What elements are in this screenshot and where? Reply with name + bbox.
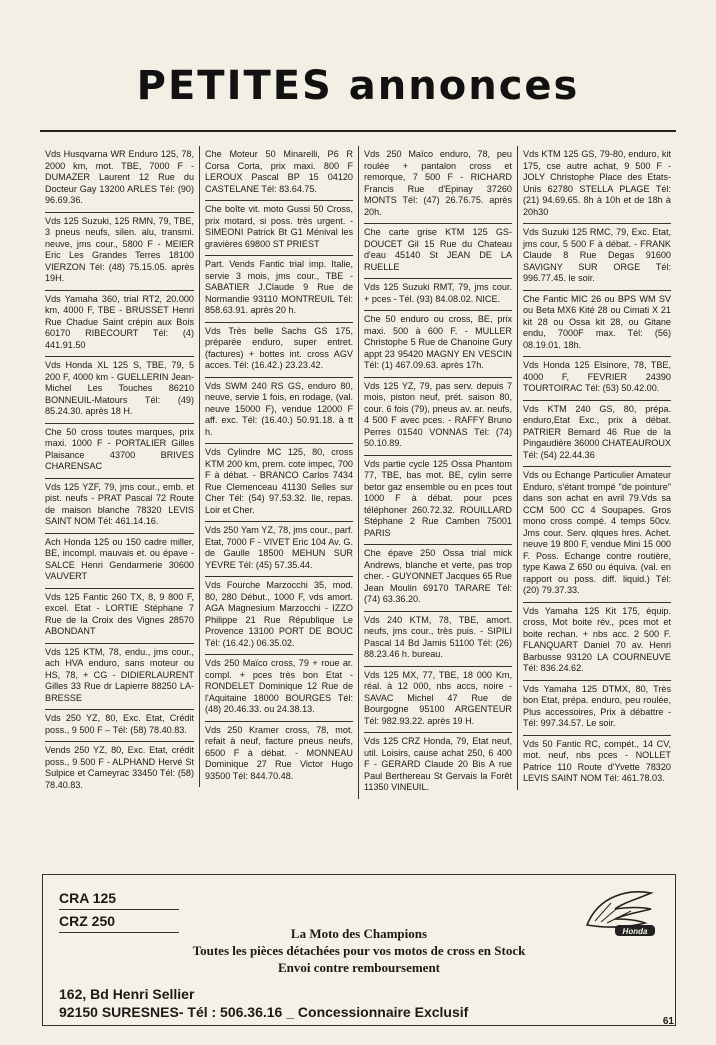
ads-column-4 bbox=[517, 146, 676, 790]
classified-ad: Vds 125 KTM, 78, endu., jms cour., ach HVA enduro, sans moteur ou HS, 78, + CG - DIDIERLAURENT Gilles 33 Rue dr Lapierre 88250 LA-BRESSE bbox=[45, 644, 194, 711]
classified-ad: Vds 125 Fantic 260 TX, 8, 9 800 F, excel. Etat - LORTIE Stéphane 7 Rue de la Croix des Vignes 28570 ABONDANT bbox=[45, 589, 194, 644]
classified-ad: Vds partie cycle 125 Ossa Phantom 77, TBE, bas mot. BE, cylin serre betor gaz ensemble ou en pces tout 1000 F à débat. pour pces téléphoner 260.72.32. ROUILLARD Stéphane 2 Rue Camben 75001 PARIS bbox=[364, 456, 512, 546]
classified-ad: Vds 125 YZF, 79, jms cour., emb. et pist. neufs - PRAT Pascal 72 Route de maison blanche 78320 LEVIS SAINT NOM Tél: 461.14.16. bbox=[45, 479, 194, 534]
banner-slogan bbox=[43, 925, 675, 976]
classified-ad: Vds Yamaha 125 DTMX, 80, Très bon Etat, prépa. enduro, peu roulée, Plus accessoires, Prix à débattre - Tél: 997.34.57. Le soir. bbox=[523, 681, 671, 736]
classified-ad: Vds ou Echange Particulier Amateur Enduro, s'étant trompé "de pointure" dans son achat en avril 79.Vds sa CCM 500 CC 4 Soupapes. Gros mono cross compé. 4 temps 50cv. Jms cour. Serv. qlques hres. Achet. neuve 19 800 F, vendue Mini 15 000 F. Poss. Echange contre routière, type Kawa Z 650 ou équiva. (val. en rapport ou poss. diff. liquid.) Tél: (20) 79.37.33. bbox=[523, 467, 671, 603]
title-divider bbox=[40, 130, 676, 132]
classified-ad: Vds 240 KTM, 78, TBE, amort. neufs, jms cour., très puis. - SIPILI Pascal 14 Bd Jamis 51100 Tél: (26) 88.23.46 h. bureau. bbox=[364, 612, 512, 667]
classified-ad: Che 50 enduro ou cross, BE, prix maxi. 500 à 600 F. - MULLER Christophe 5 Rue de Chanoine Gury appt 23 95420 MAGNY EN VESCIN Tél: (1) 467.09.63. après 17h. bbox=[364, 311, 512, 378]
classified-ad: Vds Suzuki 125 RMC, 79, Exc. Etat, jms cour, 5 500 F à débat. - FRANK Claude 8 Rue Degas 91600 SAVIGNY SUR ORGE Tél: 996.77.45. le soir. bbox=[523, 224, 671, 291]
banner-slogan-2: Toutes les pièces détachées pour vos motos de cross en Stock bbox=[192, 943, 526, 958]
ads-column-1 bbox=[40, 146, 199, 796]
banner-address bbox=[59, 985, 468, 1021]
banner-model-1: CRA 125 bbox=[59, 887, 179, 910]
classified-ad: Vds 250 Kramer cross, 78, mot. refait à neuf, facture pneus neufs, 6500 F à débat. - MONNEAU Dominique 27 Rue Victor Hugo 93500 Tél: 844.70.48. bbox=[205, 724, 353, 781]
classified-ad: Vds SWM 240 RS GS, enduro 80, neuve, servie 1 fois, en rodage, (val. neuve 15000 F), vendue 12000 F aff. exc. Tél: (16.40.) 50.91.18. à tt h. bbox=[205, 378, 353, 445]
classified-ad: Vds 125 MX, 77, TBE, 18 000 Km, réal. à 12 000, nbs accs, noire - SAVAC Michel 47 Rue de Bourgogne 95100 ARGENTEUR Tél: 982.93.22. après 19 H. bbox=[364, 667, 512, 734]
classified-ad: Che Moteur 50 Minarelli, P6 R Corsa Corta, prix maxi. 800 F LEROUX Pascal BP 15 04120 CASTELANE Tél: 83.64.75. bbox=[205, 146, 353, 201]
classified-ad: Vds Très belle Sachs GS 175, préparée enduro, super entret. (factures) + bottes int. cross AGV acces. Tél: (16.42.) 23.23.42. bbox=[205, 323, 353, 378]
classified-ad: Che boîte vit. moto Gussi 50 Cross, prix motard, si poss. très urgent. - SIMEONI Patrick Bt G1 Ménival les gravières 69800 ST PRIEST bbox=[205, 201, 353, 256]
classified-ad: Vds Fourche Marzocchi 35, mod. 80, 280 Début., 1000 F, vds amort. AGA Magnesium Marzocchi - IZZO Philippe 21 Rue République Le Provence 13100 PORT DE BOUC Tél: (16.42.) 06.35.02. bbox=[205, 577, 353, 655]
banner-city-phone: 92150 SURESNES- Tél : 506.36.16 _ Concessionnaire Exclusif bbox=[59, 1004, 469, 1020]
classified-ad: Vends 250 YZ, 80, Exc. Etat, crédit poss., 9 500 F - ALPHAND Hervé St Sulpice et Cameyrac 33450 Tél: (58) 78.40.83. bbox=[45, 745, 194, 790]
classified-ad: Vds Honda XL 125 S, TBE, 79, 5 200 F, 4000 km - GUELLERIN Jean-Michel Les Touches 86210 BONNEUIL-Matours Tél: (49) 85.24.30. après 18 H. bbox=[45, 357, 194, 424]
page-number: 61 bbox=[662, 1016, 674, 1027]
page-title: PETITES annonces bbox=[136, 63, 580, 109]
classified-ad: Vds 250 Yam YZ, 78, jms cour., parf. Etat, 7000 F - VIVET Eric 104 Av. G. de Gaulle 18500 MEHUN SUR YEVRE Tél: (45) 57.35.44. bbox=[205, 522, 353, 577]
classified-ad: Vds 250 YZ, 80, Exc. Etat, Crédit poss., 9 500 F – Tél: (58) 78.40.83. bbox=[45, 710, 194, 742]
classified-ad: Vds Honda 125 Elsinore, 78, TBE, 4000 F, FEVRIER 24390 TOURTOIRAC Tél: (53) 50.42.00. bbox=[523, 357, 671, 401]
dealer-banner bbox=[42, 874, 676, 1026]
classified-ad: Vds 125 CRZ Honda, 79, Etat neuf, util. Loisirs, cause achat 250, 6 400 F - GERARD Claude 20 Bis A rue Paul Berthereau St Gervais la Forêt 11350 VINEUIL. bbox=[364, 736, 512, 792]
classified-ad: Che 50 cross toutes marques, prix maxi. 1000 F - PORTALIER Gilles Plaisance 43700 BRIVES CHARENSAC bbox=[45, 424, 194, 479]
ads-column-2 bbox=[199, 146, 358, 787]
classified-ad: Vds 125 Suzuki RMT, 79, jms cour. + pces - Tél. (93) 84.08.02. NICE. bbox=[364, 279, 512, 311]
classified-ad: Che épave 250 Ossa trial mick Andrews, blanche et verte, pas trop cher. - GUYONNET Jacques 65 Rue Jean Moulin 69170 TARARE Tél: (74) 63.36.20. bbox=[364, 545, 512, 612]
banner-street: 162, Bd Henri Sellier bbox=[59, 986, 195, 1002]
classified-ad: Vds Yamaha 125 Kit 175, équip. cross, Mot boite rév., pces mot et boite rechan. + nbs acc. 2 500 F. FLANQUART Daniel 70 av. Henri Barbusse 93120 LA COURNEUVE Tél: 836.24.62. bbox=[523, 603, 671, 681]
banner-slogan-1: La Moto des Champions bbox=[290, 926, 428, 941]
classified-ad: Vds 50 Fantic RC, compét., 14 CV, mot. neuf, nbs pces - NOLLET Patrice 110 Route d'Yvette 78320 LEVIS SAINT NOM Tél: 461.78.03. bbox=[523, 738, 671, 783]
classified-ad: Che carte grise KTM 125 GS-DOUCET Gil 15 Rue du Chateau d'eau 45140 St JEAN DE LA RUELLE bbox=[364, 224, 512, 279]
classified-ad: Vds 250 Maïco enduro, 78, peu roulée + pantalon cross et remorque, 7 500 F - RICHARD Francis Rue d'Epinay 37260 MONTS Tél: (47) 26.76.75. après 20h. bbox=[364, 146, 512, 224]
classified-ad: Vds Cylindre MC 125, 80, cross KTM 200 km, prem. cote impec, 700 F à débat. - BRANCO Carlos 7434 Rue Clemenceau 41130 Selles sur Cher Tél: (54) 97.53.32. Ile, repas. Loir et Cher. bbox=[205, 444, 353, 522]
classified-ad: Vds 125 Suzuki, 125 RMN, 79, TBE, 3 pneus neufs, silen. alu, transmi. neuve, jms cour., 5800 F - MEIER Eric Les Grandes Terres 18100 VIERZON Tél: (48) 75.15.05. après 19H. bbox=[45, 213, 194, 291]
classified-ad: Vds KTM 125 GS, 79-80, enduro, kit 175, cse autre achat, 9 500 F - JOLY Christophe Place des Etats-Unis 62780 STELLA PLAGE Tél: (21) 94.69.65. 8h à 10h et de 18h à 20h30 bbox=[523, 146, 671, 224]
classified-ad: Vds KTM 240 GS, 80, prépa. enduro,Etat Exc., prix à débat. PATRIER Bernard 46 Rue de la Pingaudière 36000 CHATEAUROUX Tél: (54) 22.44.36 bbox=[523, 401, 671, 468]
classified-ad: Vds Yamaha 360, trial RT2, 20.000 km, 4000 F, TBE - BRUSSET Henri Rue Chadue Saint crépin aux Bois 60170 RIBECOURT Tél: (4) 441.91.50 bbox=[45, 291, 194, 358]
banner-model-2: CRZ 250 bbox=[59, 910, 179, 933]
ads-columns bbox=[40, 146, 676, 846]
classified-ad: Vds 125 YZ, 79, pas serv. depuis 7 mois, piston neuf, prét. saison 80, cour. 6 fois (79), pneus av. ar. neufs, 4 500 F avec pces. - RAFFY Bruno Perres 01540 VONNAS Tél: (74) 50.10.89. bbox=[364, 378, 512, 456]
banner-slogan-3: Envoi contre remboursement bbox=[278, 960, 440, 975]
logo-text: Honda bbox=[622, 927, 648, 936]
classified-ad: Vds Husqvarna WR Enduro 125, 78, 2000 km, mot. TBE, 7000 F - DUMAZER Laurent 12 Rue du Docteur Gay 13200 ARLES Tél: (90) 96.69.36. bbox=[45, 146, 194, 213]
classified-ad: Vds 250 Maïco cross, 79 + roue ar. compl. + pces très bon Etat - RONDELET Dominique 12 Rue de l'Aquitaine 18000 BOURGES Tél: (48) 20.46.33. ou 24.38.13. bbox=[205, 655, 353, 722]
classified-ad: Part. Vends Fantic trial imp. Italie, servie 3 mois, jms cour., TBE - SABATIER J.Claude 9 Rue de Normandie 93110 MONTREUIL Tél: 858.63.91. après 20 h. bbox=[205, 256, 353, 323]
classified-ad: Che Fantic MIC 26 ou BPS WM SV ou Beta MX6 Kité 28 ou Cimati X 21 kit 28 ou Ossa kit 28, ou Gitane endu, 7000F max. Tél: (56) 08.19.01. 18h. bbox=[523, 291, 671, 358]
ads-column-3 bbox=[358, 146, 517, 799]
classified-ad: Ach Honda 125 ou 150 cadre miller, BE, incompl. mauvais et. ou épave - SALCE Henri Gendarmerie 30600 VAUVERT bbox=[45, 534, 194, 589]
